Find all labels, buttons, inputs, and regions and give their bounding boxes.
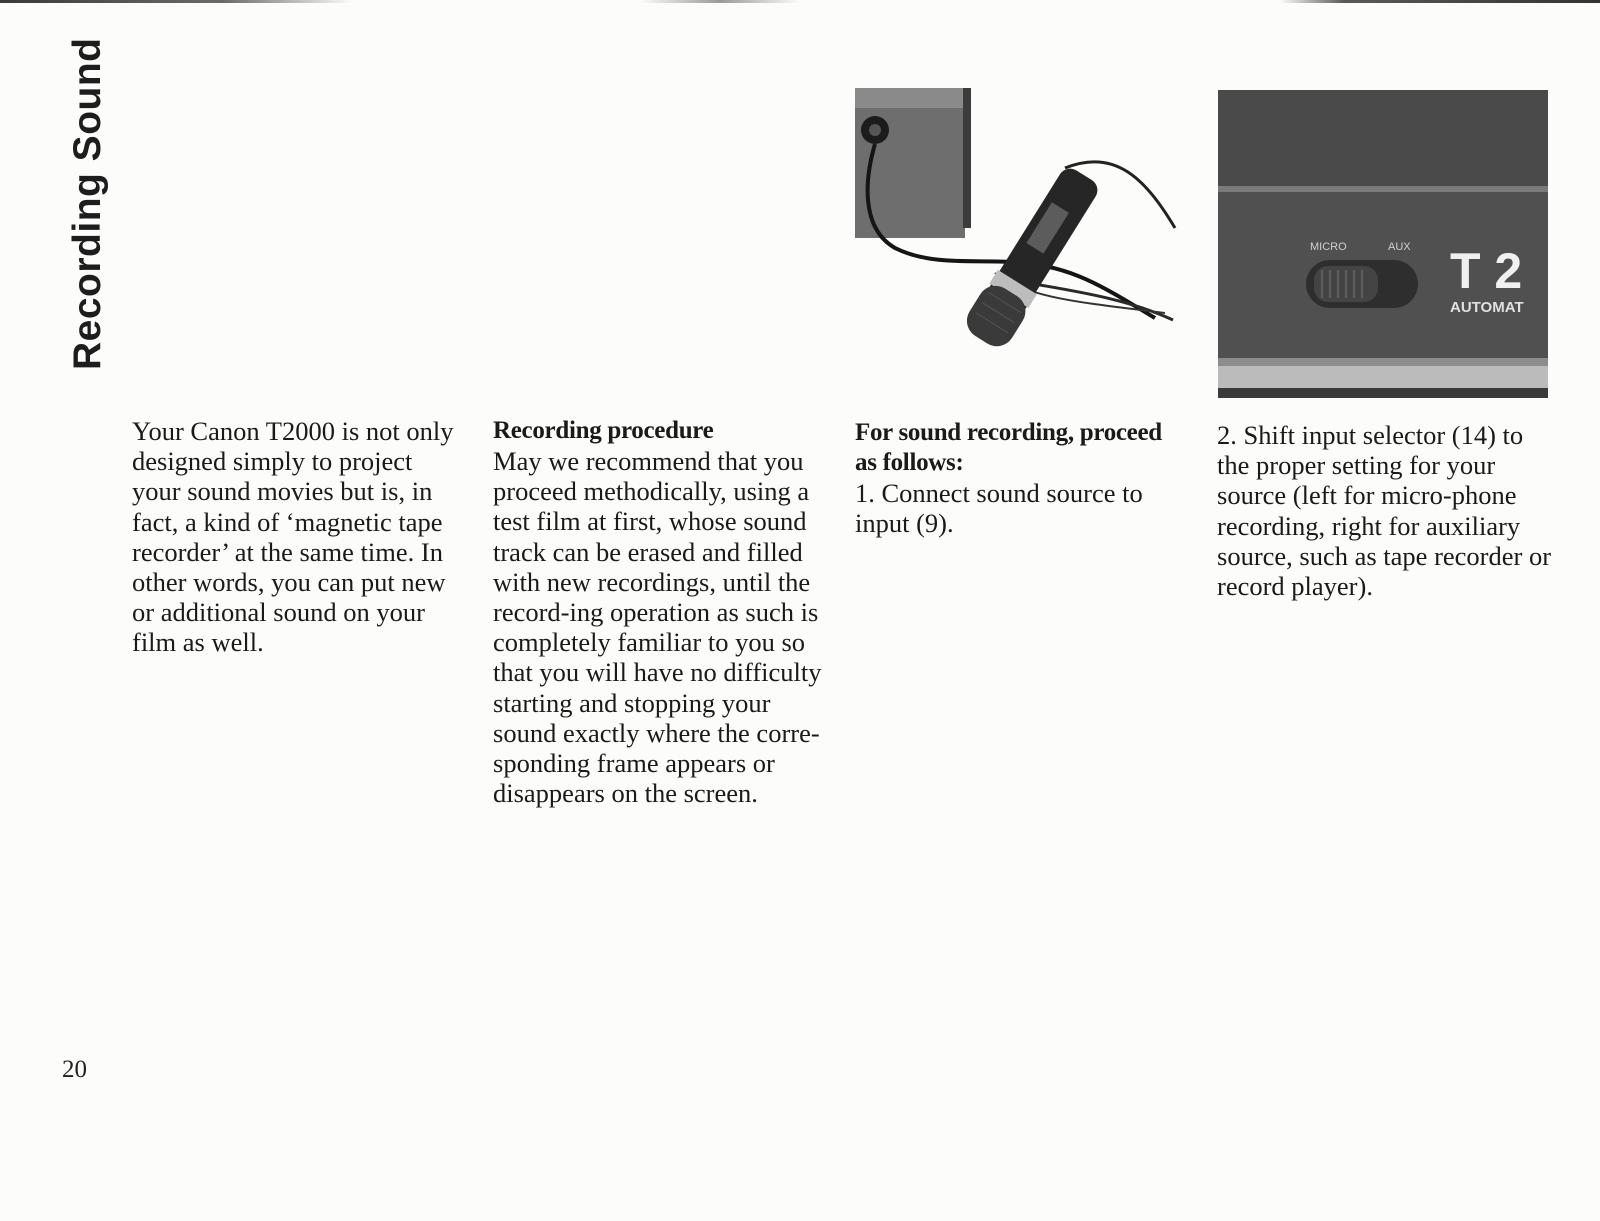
micro-label: MICRO (1310, 241, 1347, 253)
page-number: 20 (62, 1056, 87, 1083)
brand-mark: T 2 (1450, 243, 1523, 299)
top-border-rule (0, 0, 1600, 3)
steps-heading: For sound recording, proceed as follows: (855, 419, 1162, 476)
step-1: 1. Connect sound source to input (9). (855, 478, 1143, 539)
step-2: 2. Shift input selector (14) to the proper setting for your source (left for micro-phone recording, right for auxiliary source, such as tape recorder or record player). (1217, 420, 1552, 602)
procedure-heading: Recording procedure (493, 417, 714, 444)
brand-sub: AUTOMAT (1450, 299, 1524, 316)
section-title-vertical: Recording Sound (66, 37, 109, 370)
aux-label: AUX (1388, 241, 1411, 253)
intro-paragraph: Your Canon T2000 is not only designed simply to project your sound movies but is, in fact, a kind of ‘magnetic tape recorder’ at the same time. In other words, you can put new or additional sound on your film as well. (132, 416, 454, 658)
step-2-column (1217, 420, 1557, 601)
procedure-paragraph: May we recommend that you proceed methodically, using a test film at first, whose sound track can be erased and filled with new recordings, until the record-ing operation as such is completely familiar to you so that you will have no difficulty starting and stopping your sound exactly where the corre-sponding frame appears or disappears on the screen. (493, 446, 822, 809)
microphone-photo (855, 88, 1185, 378)
input-selector-photo (1218, 90, 1548, 398)
procedure-column (493, 416, 823, 808)
intro-column (132, 416, 462, 658)
steps-column (855, 418, 1185, 538)
